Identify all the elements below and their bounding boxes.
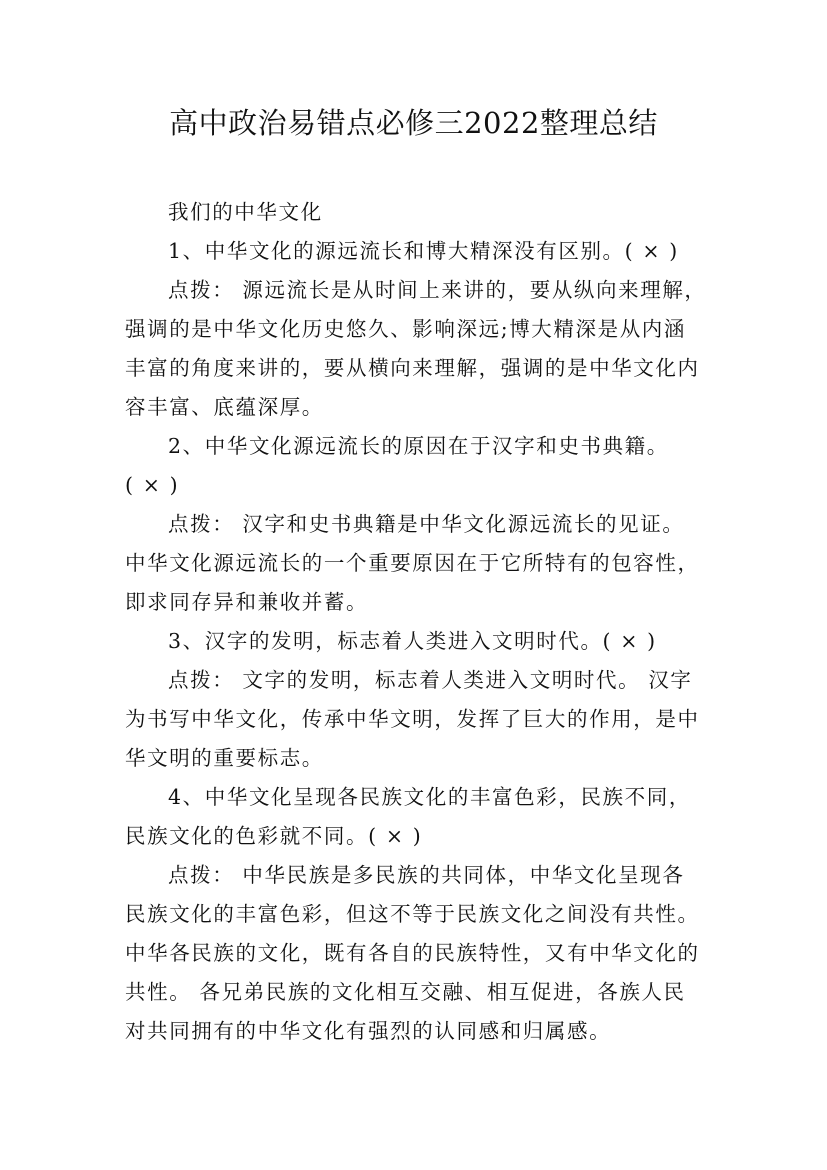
text-line: 对共同拥有的中华文化有强烈的认同感和归属感。 — [125, 1019, 612, 1043]
text-line: 点拨： 文字的发明，标志着人类进入文明时代。 汉字 — [168, 668, 693, 692]
text-line: 容丰富、底蕴深厚。 — [125, 395, 324, 419]
text-line: 我们的中华文化 — [168, 200, 323, 224]
text-line: 中华文化源远流长的一个重要原因在于它所特有的包容性， — [125, 551, 700, 575]
text-line: 丰富的角度来讲的，要从横向来理解，强调的是中华文化内 — [125, 356, 700, 380]
text-line: 点拨： 源远流长是从时间上来讲的，要从纵向来理解， — [168, 278, 707, 302]
text-line: 强调的是中华文化历史悠久、影响深远;博大精深是从内涵 — [125, 317, 687, 341]
text-line: 点拨： 汉字和史书典籍是中华文化源远流长的见证。 — [168, 512, 685, 536]
text-line: 共性。 各兄弟民族的文化相互交融、相互促进，各族人民 — [125, 980, 686, 1004]
document-body — [125, 193, 715, 1051]
text-line: 4、中华文化呈现各民族文化的丰富色彩，民族不同， — [168, 785, 691, 809]
text-line: 点拨： 中华民族是多民族的共同体，中华文化呈现各 — [168, 863, 685, 887]
text-line: 2、中华文化源远流长的原因在于汉字和史书典籍。 — [168, 434, 669, 458]
text-line: 民族文化的丰富色彩，但这不等于民族文化之间没有共性。 — [125, 902, 700, 926]
text-line: ( × ) — [125, 473, 180, 497]
text-line: 1、中华文化的源远流长和博大精深没有区别。( × ) — [168, 239, 679, 263]
document-title: 高中政治易错点必修三2022整理总结 — [169, 106, 658, 140]
text-line: 中华各民族的文化，既有各自的民族特性，又有中华文化的 — [125, 941, 700, 965]
text-line: 3、汉字的发明，标志着人类进入文明时代。( × ) — [168, 629, 657, 653]
text-line: 即求同存异和兼收并蓄。 — [125, 590, 369, 614]
text-line: 为书写中华文化，传承中华文明，发挥了巨大的作用，是中 — [125, 707, 700, 731]
text-line: 华文明的重要标志。 — [125, 746, 324, 770]
text-line: 民族文化的色彩就不同。( × ) — [125, 824, 423, 848]
